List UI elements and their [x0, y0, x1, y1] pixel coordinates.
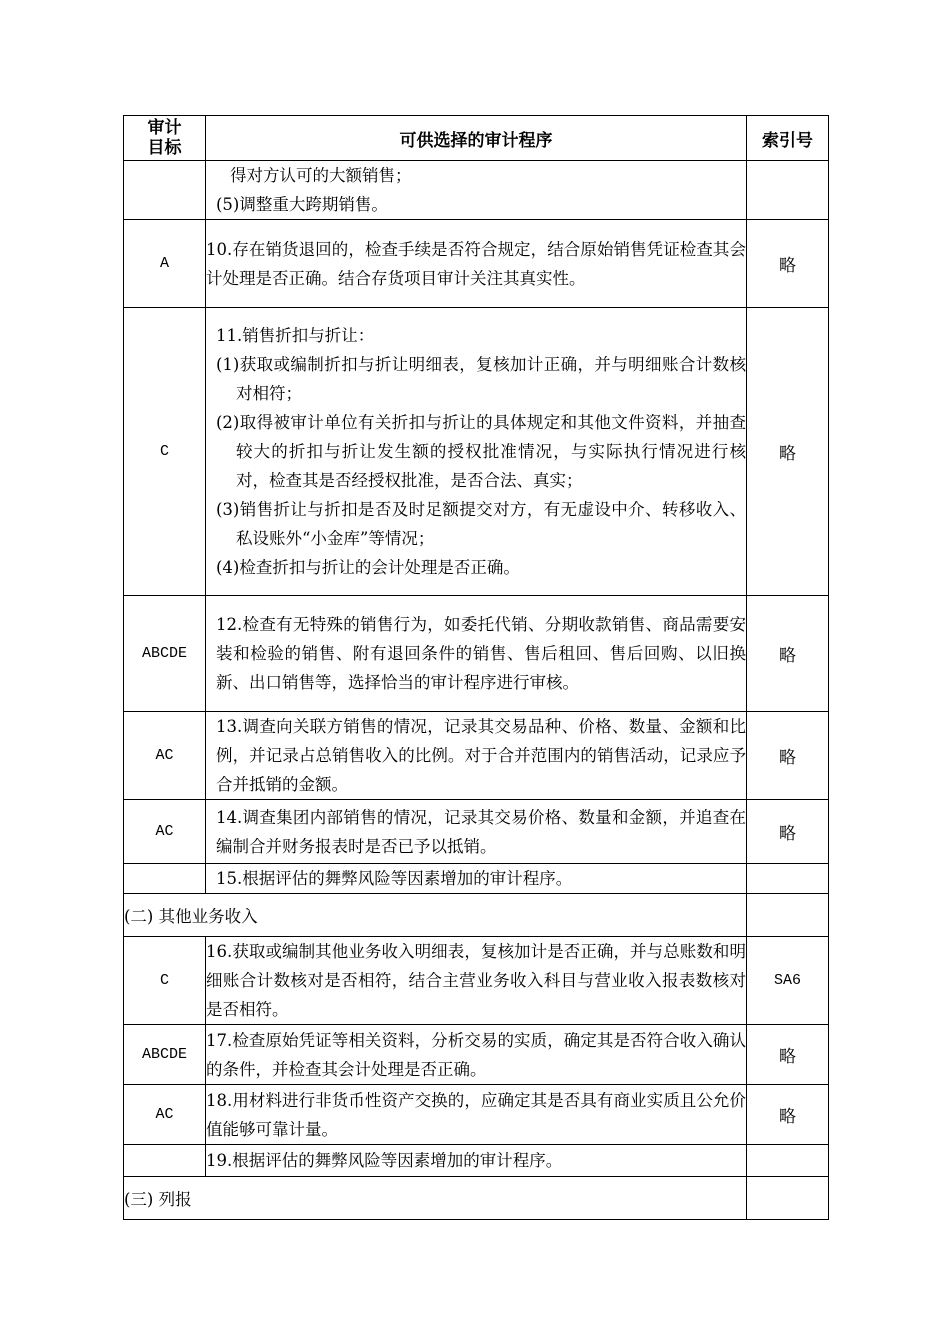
- row-procedure: [206, 308, 747, 596]
- row-procedure: [206, 220, 747, 308]
- table-row: [124, 712, 829, 800]
- procedure-line: 18.用材料进行非货币性资产交换的，应确定其是否具有商业实质且公允价值能够可靠计量。: [206, 1090, 746, 1139]
- table-row: [124, 1145, 829, 1177]
- procedure-line: (5)调整重大跨期销售。: [216, 195, 388, 214]
- row-procedure: [206, 1145, 747, 1177]
- procedure-line: 13.调查向关联方销售的情况，记录其交易品种、价格、数量、金额和比例，并记录占总销售收入的比例。对于合并范围内的销售活动，记录应予合并抵销的金额。: [216, 717, 746, 794]
- row-procedure: [206, 596, 747, 712]
- row-objective: [124, 864, 206, 894]
- procedure-line: (3)销售折让与折扣是否及时足额提交对方，有无虚设中介、转移收入、私设账外“小金库”等情况；: [216, 500, 746, 548]
- procedure-line: (2)取得被审计单位有关折扣与折让的具体规定和其他文件资料，并抽查较大的折扣与折让发生额的授权批准情况，与实际执行情况进行核对，检查其是否经授权批准，是否合法、真实；: [216, 413, 746, 490]
- row-objective: [124, 1145, 206, 1177]
- row-index: 略: [747, 712, 829, 800]
- header-objective-line1: 审计: [147, 118, 182, 138]
- table-row: [124, 161, 829, 220]
- row-objective: [124, 161, 206, 220]
- row-index: SA6: [747, 937, 829, 1025]
- audit-procedure-table: [123, 115, 829, 1220]
- row-index: 略: [747, 308, 829, 596]
- procedure-line: 11.销售折扣与折让：: [216, 326, 375, 345]
- row-index: [747, 864, 829, 894]
- row-index: 略: [747, 596, 829, 712]
- row-objective: AC: [124, 800, 206, 864]
- table-row: [124, 220, 829, 308]
- row-index: 略: [747, 1085, 829, 1145]
- table-row: [124, 1025, 829, 1085]
- section-row: [124, 894, 829, 937]
- section-heading: (二) 其他业务收入: [124, 894, 747, 937]
- table-row: [124, 937, 829, 1025]
- table-row: [124, 308, 829, 596]
- row-index: [747, 161, 829, 220]
- section-row: [124, 1177, 829, 1220]
- procedure-line: 16.获取或编制其他业务收入明细表，复核加计是否正确，并与总账数和明细账合计数核对是否相符，结合主营业务收入科目与营业收入报表数核对是否相符。: [206, 942, 746, 1019]
- procedure-line: (1)获取或编制折扣与折让明细表，复核加计正确，并与明细账合计数核对相符；: [216, 355, 746, 403]
- table-row: [124, 864, 829, 894]
- row-index: 略: [747, 220, 829, 308]
- row-procedure: [206, 712, 747, 800]
- section-index-cell: [747, 1177, 829, 1220]
- procedure-line: 10.存在销货退回的，检查手续是否符合规定，结合原始销售凭证检查其会计处理是否正确。结合存货项目审计关注其真实性。: [206, 239, 746, 288]
- row-procedure: [206, 161, 747, 220]
- row-index: 略: [747, 1025, 829, 1085]
- table-row: [124, 596, 829, 712]
- row-procedure: [206, 864, 747, 894]
- header-objective: [124, 116, 206, 161]
- row-objective: AC: [124, 1085, 206, 1145]
- row-procedure: [206, 1085, 747, 1145]
- header-index: 索引号: [747, 116, 829, 161]
- row-objective: ABCDE: [124, 596, 206, 712]
- row-procedure: [206, 800, 747, 864]
- row-objective: A: [124, 220, 206, 308]
- section-index-cell: [747, 894, 829, 937]
- procedure-line: 17.检查原始凭证等相关资料，分析交易的实质，确定其是否符合收入确认的条件，并检查其会计处理是否正确。: [206, 1030, 746, 1079]
- procedure-line: 12.检查有无特殊的销售行为，如委托代销、分期收款销售、商品需要安装和检验的销售、附有退回条件的销售、售后租回、售后回购、以旧换新、出口销售等，选择恰当的审计程序进行审核。: [216, 615, 746, 692]
- row-objective: C: [124, 937, 206, 1025]
- row-objective: C: [124, 308, 206, 596]
- table-header-row: [124, 116, 829, 161]
- table-row: [124, 800, 829, 864]
- procedure-line: 15.根据评估的舞弊风险等因素增加的审计程序。: [216, 869, 573, 888]
- row-procedure: [206, 937, 747, 1025]
- procedure-line: (4)检查折扣与折让的会计处理是否正确。: [216, 558, 520, 577]
- table-row: [124, 1085, 829, 1145]
- header-procedure: 可供选择的审计程序: [206, 116, 747, 161]
- section-heading: (三) 列报: [124, 1177, 747, 1220]
- header-objective-line2: 目标: [147, 138, 182, 158]
- row-index: 略: [747, 800, 829, 864]
- row-procedure: [206, 1025, 747, 1085]
- row-objective: ABCDE: [124, 1025, 206, 1085]
- row-index: [747, 1145, 829, 1177]
- procedure-line: 14.调查集团内部销售的情况，记录其交易价格、数量和金额，并追查在编制合并财务报表时是否已予以抵销。: [216, 807, 746, 856]
- procedure-line: 19.根据评估的舞弊风险等因素增加的审计程序。: [206, 1151, 563, 1170]
- procedure-line: 得对方认可的大额销售；: [230, 166, 412, 185]
- row-objective: AC: [124, 712, 206, 800]
